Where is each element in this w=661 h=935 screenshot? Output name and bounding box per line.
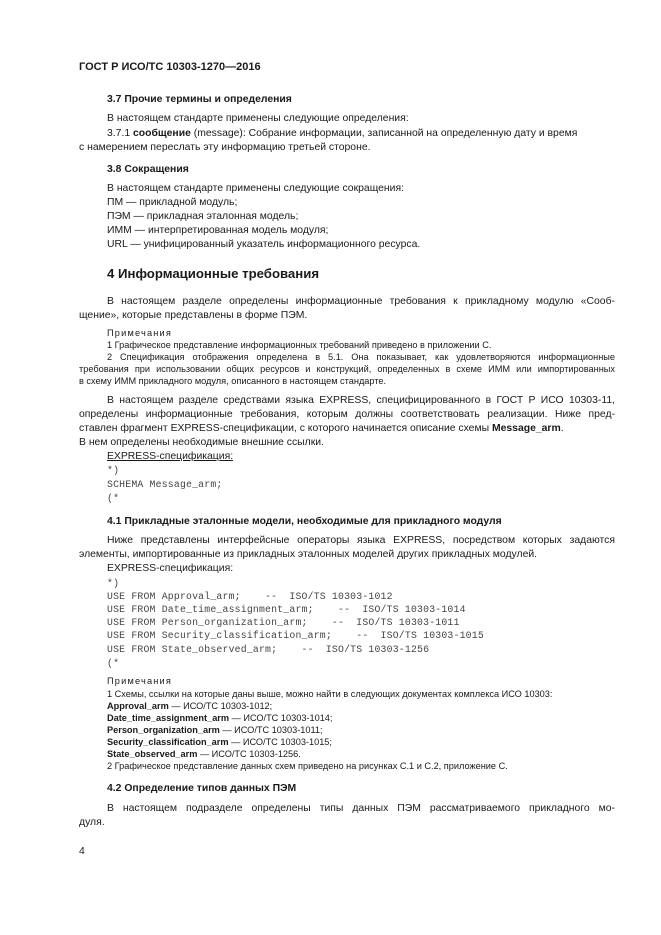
express-paragraph-line — [79, 422, 564, 435]
schema-reference-name: Approval_arm — [107, 701, 169, 711]
section-4-2-paragraph-line: дуля. — [79, 817, 105, 828]
definition-3-7-1-line1 — [107, 127, 577, 140]
page-number: 4 — [79, 846, 85, 857]
section-3-8-heading: 3.8 Сокращения — [107, 164, 189, 175]
document-header: ГОСТ Р ИСО/ТС 10303-1270—2016 — [79, 61, 261, 73]
schema-reference — [107, 712, 332, 724]
section-4-heading: 4 Информационные требования — [107, 266, 320, 281]
code-line: (* — [107, 658, 120, 669]
schema-reference — [107, 748, 301, 760]
definition-term: сообщение — [133, 128, 191, 139]
code-line: *) — [107, 465, 120, 476]
express-spec-label: EXPRESS-спецификация: — [107, 451, 234, 462]
section-3-7-intro: В настоящем стандарте применены следующие определения: — [107, 113, 409, 124]
section-4-2-heading: 4.2 Определение типов данных ПЭМ — [107, 783, 297, 794]
notes-label: Примечания — [107, 328, 173, 338]
note-2: 2 Графическое представление данных схем приведено на рисунках С.1 и С.2, приложение С. — [107, 761, 508, 771]
definition-3-7-1-line2: с намерением переслать эту информацию третьей стороне. — [79, 142, 371, 153]
abbreviation-item: ПЭМ — прикладная эталонная модель; — [107, 211, 299, 222]
schema-reference-name: Date_time_assignment_arm — [107, 713, 230, 723]
code-line: USE FROM Date_time_assignment_arm; -- ISO/TS 10303-1014 — [107, 604, 466, 615]
schema-reference — [107, 736, 332, 748]
code-line: USE FROM State_observed_arm; -- ISO/TS 10303-1256 — [107, 644, 430, 655]
notes-label: Примечания — [107, 676, 173, 686]
code-line: *) — [107, 578, 120, 589]
note-1: 1 Схемы, ссылки на которые даны выше, можно найти в следующих документах комплекса ИСО 10303: — [107, 689, 553, 699]
section-4-1-paragraph-line: элементы, импортированные из прикладных эталонных моделей других прикладных модулей. — [79, 549, 538, 560]
schema-name: Message_arm — [491, 423, 561, 434]
note-2-line: 2 Спецификация отображения определена в 5.1. Она показывает, как удовлетворяются информационные — [107, 352, 615, 362]
schema-reference-name: Person_organization_arm — [107, 725, 220, 735]
schema-reference — [107, 700, 272, 712]
express-paragraph-line: В нем определены необходимые внешние ссылки. — [79, 437, 324, 448]
schema-reference-name: Security_classification_arm — [107, 737, 229, 747]
note-2-line: в схему ИММ прикладного модуля, описанного в настоящем стандарте. — [79, 376, 387, 386]
code-line: USE FROM Person_organization_arm; -- ISO/TS 10303-1011 — [107, 617, 460, 628]
abbreviation-item: ПМ — прикладной модуль; — [107, 197, 238, 208]
section-3-8-intro: В настоящем стандарте применены следующие сокращения: — [107, 183, 404, 194]
express-paragraph-line: определены информационные требования, которым должны соответствовать реализации. Ниже пред- — [79, 409, 615, 420]
schema-reference — [107, 724, 323, 736]
schema-reference-name: State_observed_arm — [107, 749, 198, 759]
section-3-7-heading: 3.7 Прочие термины и определения — [107, 94, 292, 105]
note-2-line: требования при использовании общих ресурсов и конструкций, определенных в схеме ИММ или импортированных — [79, 364, 615, 374]
code-line: (* — [107, 493, 120, 504]
note-1: 1 Графическое представление информационных требований приведено в приложении С. — [107, 340, 492, 350]
code-line: USE FROM Approval_arm; -- ISO/TS 10303-1012 — [107, 591, 393, 602]
definition-text: (message): Собрание информации, записанной на определенную дату и время — [190, 128, 578, 139]
express-paragraph-text: ставлен фрагмент EXPRESS-спецификации, с которого начинается описание схемы — [79, 423, 492, 434]
code-line: SCHEMA Message_arm; — [107, 479, 223, 490]
abbreviation-item: URL — унифицированный указатель информационного ресурса. — [107, 239, 421, 250]
section-4-1-heading: 4.1 Прикладные эталонные модели, необходимые для прикладного модуля — [107, 516, 502, 527]
express-paragraph-line: В настоящем разделе средствами языка EXPRESS, специфицированного в ГОСТ Р ИСО 10303-11, — [107, 395, 615, 406]
section-4-1-paragraph-line: Ниже представлены интерфейсные операторы языка EXPRESS, посредством которых задаются — [107, 535, 615, 546]
section-4-paragraph-line: В настоящем разделе определены информационные требования к прикладному модулю «Сооб- — [107, 296, 615, 307]
schema-reference-doc: — ИСО/ТС 10303-1015; — [228, 737, 332, 747]
abbreviation-item: ИММ — интерпретированная модель модуля; — [107, 225, 329, 236]
schema-reference-doc: — ИСО/ТС 10303-1256. — [197, 749, 301, 759]
definition-number: 3.7.1 — [107, 128, 133, 139]
schema-reference-doc: — ИСО/ТС 10303-1011; — [219, 725, 323, 735]
section-4-paragraph-line: щение», которые представлены в форме ПЭМ. — [79, 310, 308, 321]
schema-reference-doc: — ИСО/ТС 10303-1014; — [229, 713, 333, 723]
express-spec-label: EXPRESS-спецификация: — [107, 563, 234, 574]
section-4-2-paragraph-line: В настоящем подразделе определены типы данных ПЭМ рассматриваемого прикладного мо- — [107, 803, 615, 814]
code-line: USE FROM Security_classification_arm; -- ISO/TS 10303-1015 — [107, 630, 484, 641]
express-paragraph-period: . — [560, 423, 564, 434]
schema-reference-doc: — ИСО/ТС 10303-1012; — [168, 701, 273, 711]
